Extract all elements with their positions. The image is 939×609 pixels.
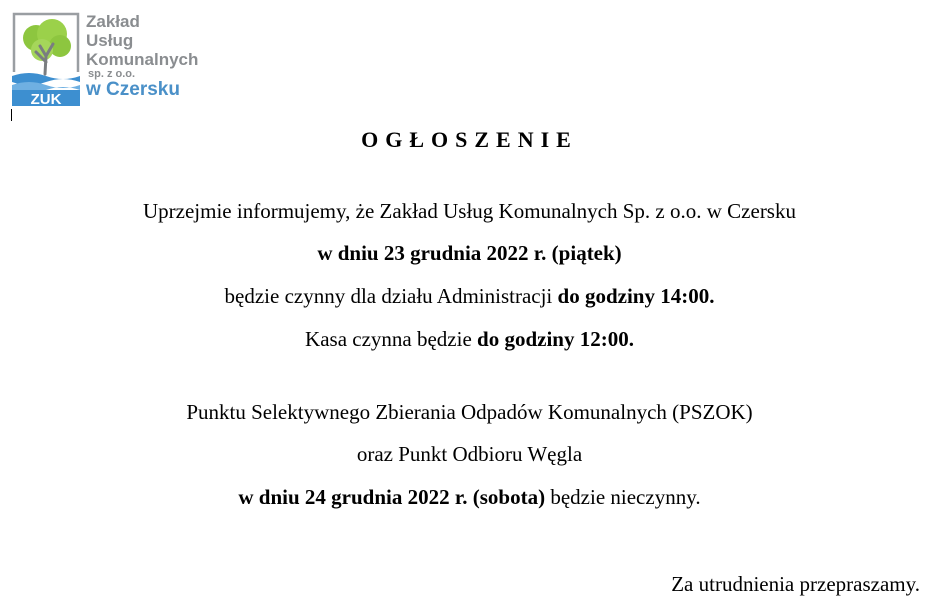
logo-line-3: Komunalnych <box>86 50 199 69</box>
company-logo <box>12 12 222 108</box>
logo-text <box>86 12 198 100</box>
logo-badge-text: ZUK <box>30 91 62 106</box>
notice-date-2: w dniu 24 grudnia 2022 r. (sobota) <box>238 485 546 509</box>
notice-line-6: oraz Punkt Odbioru Węgla <box>356 442 583 466</box>
notice-line-4-text: Kasa czynna będzie <box>305 327 478 351</box>
notice-line-5: Punktu Selektywnego Zbierania Odpadów Komunalnych (PSZOK) <box>186 400 753 424</box>
notice-line-3 <box>0 283 939 309</box>
notice-line-7-text: będzie nieczynny. <box>545 485 701 509</box>
closing-apology: Za utrudnienia przepraszamy. <box>671 572 920 596</box>
text-cursor <box>11 109 12 121</box>
logo-line-5: w Czersku <box>86 79 180 100</box>
notice-date-1: w dniu 23 grudnia 2022 r. (piątek) <box>317 241 622 265</box>
notice-line-4-hours: do godziny 12:00. <box>477 327 634 351</box>
page-title: OGŁOSZENIE <box>361 127 578 152</box>
notice-line-1: Uprzejmie informujemy, że Zakład Usług Komunalnych Sp. z o.o. w Czersku <box>143 199 796 223</box>
logo-line-2: Usług <box>86 31 134 50</box>
logo-line-4: sp. z o.o. <box>88 68 136 80</box>
tree-water-logo-icon <box>12 12 80 106</box>
notice-line-7 <box>0 484 939 510</box>
notice-line-4 <box>0 326 939 352</box>
notice-line-2 <box>0 240 939 266</box>
notice-line-3-text: będzie czynny dla działu Administracji <box>224 284 558 308</box>
notice-line-3-hours: do godziny 14:00. <box>557 284 715 308</box>
logo-line-1: Zakład <box>86 12 140 31</box>
